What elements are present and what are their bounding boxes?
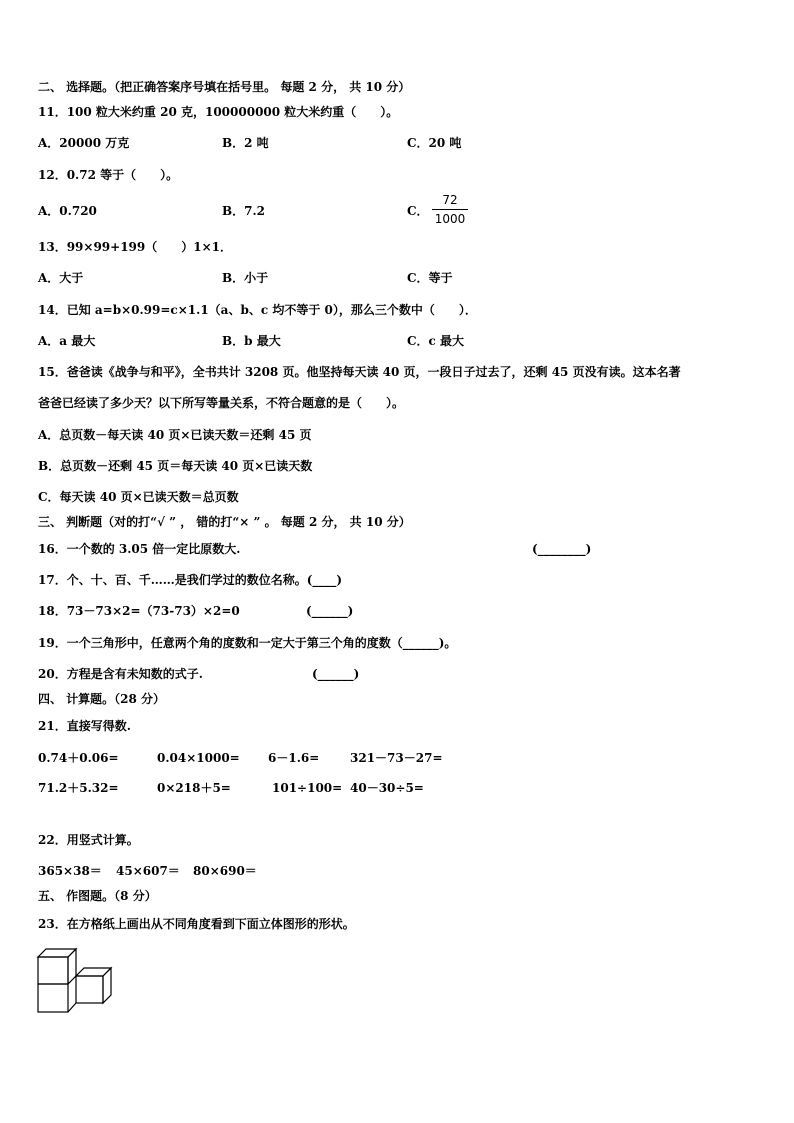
- q14-option-b: B．b 最大: [222, 334, 281, 348]
- calc-item: 40－30÷5=: [350, 781, 424, 795]
- calc-item: 71.2＋5.32=: [38, 781, 119, 795]
- cube-face: [76, 976, 103, 1003]
- calc-item: 101÷100=: [272, 781, 343, 795]
- q18-answer-blank: (______): [306, 604, 354, 618]
- question-11: 11．100 粒大米约重 20 克，100000000 粒大米约重（ ）。: [38, 105, 399, 119]
- section-5-heading: 五、 作图题。（8 分）: [38, 889, 157, 903]
- question-19: 19．一个三角形中，任意两个角的度数和一定大于第三个角的度数（______)。: [38, 636, 457, 650]
- q11-option-b: B．2 吨: [222, 136, 269, 150]
- q14-option-a: A．a 最大: [38, 334, 96, 348]
- section-3-heading: 三、 判断题（对的打“√ ” ， 错的打“× ” 。 每题 2 分， 共 10 分）: [38, 515, 411, 529]
- question-17: 17．个、十、百、千……是我们学过的数位名称。(____): [38, 573, 343, 587]
- question-14: 14．已知 a=b×0.99=c×1.1（a、b、c 均不等于 0），那么三个数中（ ）．: [38, 303, 477, 317]
- calc-item: 0×218＋5=: [157, 781, 231, 795]
- question-18: 18．73－73×2=（73-73）×2=0: [38, 604, 240, 618]
- question-23: 23．在方格纸上画出从不同角度看到下面立体图形的形状。: [38, 917, 355, 931]
- vertical-calc-item: 80×690＝: [193, 864, 257, 878]
- section-4-heading: 四、 计算题。（28 分）: [38, 692, 166, 706]
- q13-option-b: B．小于: [222, 271, 269, 285]
- cube-side: [68, 949, 76, 984]
- q12-option-b: B．7.2: [222, 204, 266, 218]
- q12-option-a: A．0.720: [38, 204, 97, 218]
- q20-answer-blank: (______): [312, 667, 360, 681]
- calc-item: 321－73－27=: [350, 751, 443, 765]
- question-20: 20．方程是含有未知数的式子.: [38, 667, 203, 681]
- cube-face: [38, 984, 68, 1012]
- vertical-calc-item: 365×38＝: [38, 864, 102, 878]
- question-13: 13．99×99+199（ ）1×1．: [38, 240, 233, 254]
- question-12: 12．0.72 等于（ ）。: [38, 168, 179, 182]
- fraction-denominator: 1000: [434, 212, 466, 226]
- q11-option-c: C．20 吨: [407, 136, 462, 150]
- fraction-numerator: 72: [442, 193, 458, 207]
- cube-side: [103, 968, 111, 1003]
- cube-stack-figure: [30, 942, 120, 1017]
- q13-option-c: C．等于: [407, 271, 453, 285]
- cube-top: [76, 968, 111, 976]
- question-16: 16．一个数的 3.05 倍一定比原数大.: [38, 542, 241, 556]
- q15-option-a: A．总页数－每天读 40 页×已读天数＝还剩 45 页: [38, 428, 312, 442]
- cube-face: [38, 957, 68, 984]
- question-15-line2: 爸爸已经读了多少天？以下所写等量关系，不符合题意的是（ ）。: [38, 396, 405, 410]
- q15-option-b: B．总页数－还剩 45 页＝每天读 40 页×已读天数: [38, 459, 313, 473]
- cube-top: [38, 949, 76, 957]
- q12-option-c: C．: [407, 204, 429, 218]
- q11-option-a: A．20000 万克: [38, 136, 130, 150]
- q16-answer-blank: (________): [532, 542, 592, 556]
- q14-option-c: C．c 最大: [407, 334, 465, 348]
- calc-item: 6－1.6=: [268, 751, 320, 765]
- calc-item: 0.04×1000=: [157, 751, 240, 765]
- section-2-heading: 二、 选择题。（把正确答案序号填在括号里。 每题 2 分， 共 10 分）: [38, 80, 411, 94]
- q13-option-a: A．大于: [38, 271, 84, 285]
- question-21: 21．直接写得数.: [38, 719, 131, 733]
- vertical-calc-item: 45×607＝: [116, 864, 180, 878]
- question-22: 22．用竖式计算。: [38, 833, 139, 847]
- fraction-bar: [432, 209, 468, 210]
- q15-option-c: C．每天读 40 页×已读天数＝总页数: [38, 490, 239, 504]
- q12-fraction: [432, 193, 468, 226]
- question-15-line1: 15．爸爸读《战争与和平》，全书共计 3208 页。他坚持每天读 40 页，一段日子过去了，还剩 45 页没有读。这本名著: [38, 365, 681, 379]
- calc-item: 0.74＋0.06=: [38, 751, 119, 765]
